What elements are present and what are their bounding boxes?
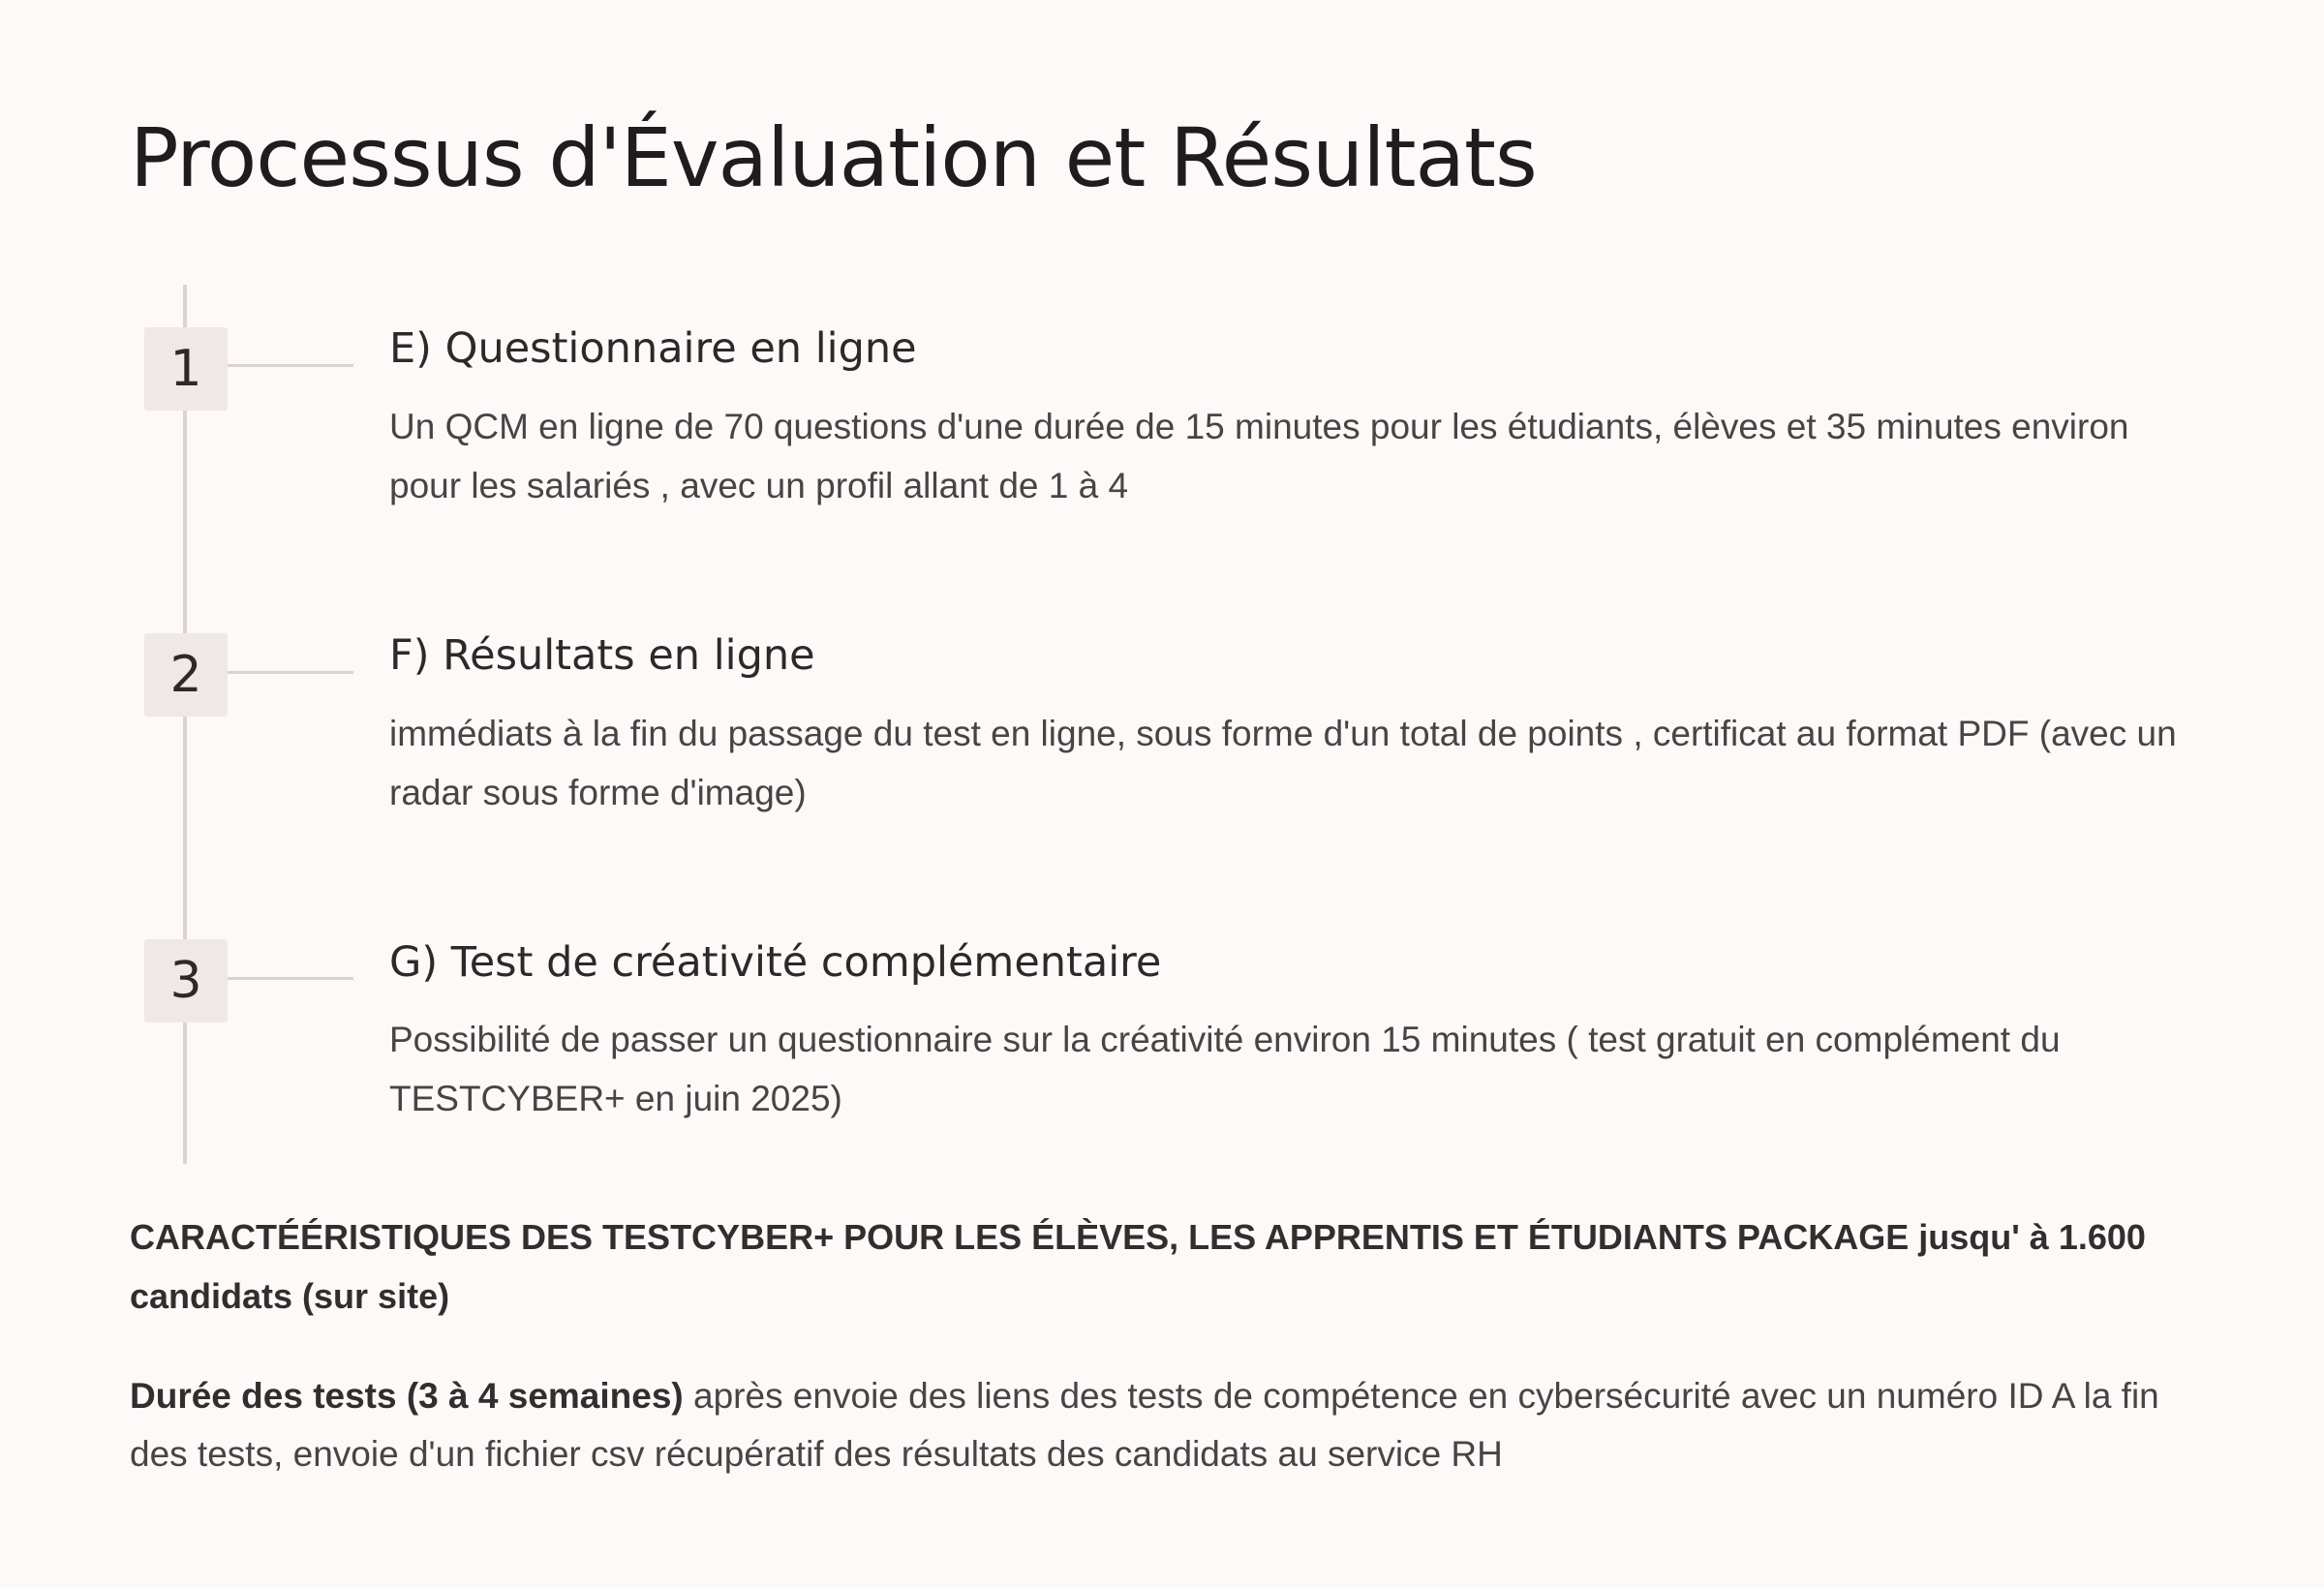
- characteristics-heading: CARACTÉÉRISTIQUES DES TESTCYBER+ POUR LES ÉLÈVES, LES APPRENTIS ET ÉTUDIANTS PACKAGE jusqu' à 1.600 candidats (sur site): [130, 1217, 2146, 1316]
- timeline-line: [183, 285, 187, 1164]
- step-connector: [228, 977, 353, 980]
- step-number-badge: 1: [144, 327, 228, 411]
- duration-paragraph: [130, 1367, 2221, 1483]
- step-connector: [228, 364, 353, 367]
- step-number-badge: 3: [144, 939, 228, 1023]
- duration-text: après envoie des liens des tests de compétence en cybersécurité avec un numéro ID A la fin des tests, envoie d'un fichier csv récupératif des résultats des candidats au service RH: [130, 1376, 2159, 1474]
- step-number-badge: 2: [144, 633, 228, 717]
- step-description: Un QCM en ligne de 70 questions d'une durée de 15 minutes pour les étudiants, élèves et 35 minutes environ pour les salariés , avec un profil allant de 1 à 4: [389, 407, 2129, 505]
- page-title: Processus d'Évaluation et Résultats: [130, 110, 1537, 205]
- step-description: Possibilité de passer un questionnaire sur la créativité environ 15 minutes ( test gratuit en complément du TESTCYBER+ en juin 2025): [389, 1020, 2061, 1118]
- step-title: F) Résultats en ligne: [389, 631, 815, 680]
- step-description: immédiats à la fin du passage du test en ligne, sous forme d'un total de points , certificat au format PDF (avec un radar sous forme d'image): [389, 714, 2177, 812]
- step-connector: [228, 671, 353, 674]
- step-title: E) Questionnaire en ligne: [389, 324, 917, 373]
- duration-label: Durée des tests (3 à 4 semaines): [130, 1376, 684, 1416]
- step-title: G) Test de créativité complémentaire: [389, 938, 1162, 987]
